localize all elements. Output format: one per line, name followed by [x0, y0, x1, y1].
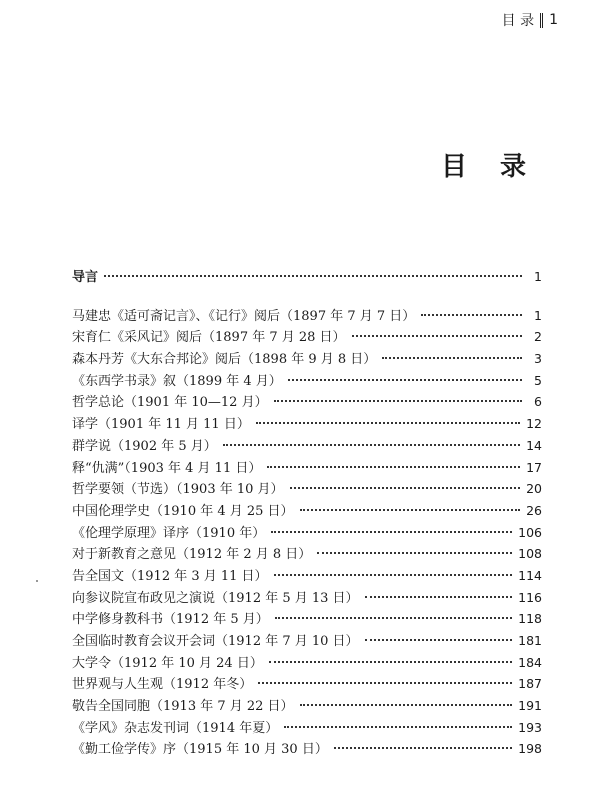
table-of-contents: [72, 266, 542, 760]
toc-entry[interactable]: [72, 478, 542, 500]
toc-entry-title: 对于新教育之意见（1912 年 2 月 8 日）: [72, 547, 312, 563]
toc-entry-title: 《伦理学原理》译序（1910 年）: [72, 525, 266, 541]
toc-entry-title: 译学（1901 年 11 月 11 日）: [72, 417, 250, 433]
toc-entry-title: 世界观与人生观（1912 年冬）: [72, 677, 253, 693]
toc-leader-dots: [258, 682, 512, 684]
toc-leader-dots: [274, 574, 513, 576]
toc-leader-dots: [275, 617, 512, 619]
toc-entry-page: 191: [518, 698, 542, 714]
toc-entry[interactable]: [72, 457, 542, 479]
toc-entry[interactable]: [72, 738, 542, 760]
toc-leader-dots: [267, 466, 520, 468]
toc-entry-page: 14: [526, 437, 542, 453]
toc-entry-page: 106: [518, 524, 542, 540]
toc-leader-dots: [271, 531, 512, 533]
toc-entry-page: 193: [518, 719, 542, 735]
toc-entry-list: [72, 305, 542, 760]
toc-entry-title: 告全国文（1912 年 3 月 11 日）: [72, 568, 268, 584]
toc-leader-dots: [317, 552, 512, 554]
toc-entry[interactable]: [72, 500, 542, 522]
page-title: 目 录: [440, 152, 538, 182]
toc-entry[interactable]: [72, 413, 542, 435]
running-head-section: 目 录: [501, 13, 535, 29]
toc-entry-title: 哲学要领（节选）（1903 年 10 月）: [72, 482, 284, 498]
toc-entry[interactable]: [72, 348, 542, 370]
toc-leader-dots: [334, 747, 512, 749]
toc-entry[interactable]: [72, 630, 542, 652]
toc-leader-dots: [421, 314, 522, 316]
toc-leader-dots: [288, 379, 522, 381]
toc-leader-dots: [269, 661, 512, 663]
toc-entry-page: 116: [518, 589, 542, 605]
toc-entry-title: 森本丹芳《大东合邦论》阅后（1898 年 9 月 8 日）: [72, 352, 377, 368]
toc-leader-dots: [352, 335, 522, 337]
toc-entry[interactable]: [72, 326, 542, 348]
toc-entry-title: 释“仇满”（1903 年 4 月 11 日）: [72, 460, 262, 476]
toc-entry[interactable]: [72, 608, 542, 630]
running-head-page-number: 1: [549, 12, 558, 28]
toc-entry-page: 26: [526, 502, 542, 518]
toc-entry-title: 全国临时教育会议开会词（1912 年 7 月 10 日）: [72, 634, 359, 649]
toc-entry-title: 中学修身教科书（1912 年 5 月）: [72, 612, 269, 628]
toc-entry-title: 《东西学书录》叙（1899 年 4 月）: [72, 373, 282, 389]
toc-entry[interactable]: [72, 673, 542, 695]
toc-entry-page: 198: [518, 741, 542, 757]
toc-entry-title: 马建忠《适可斋记言》、《记行》阅后（1897 年 7 月 7 日）: [72, 308, 416, 324]
toc-entry-page: 184: [518, 654, 542, 670]
toc-leader-dots: [382, 357, 522, 359]
toc-entry[interactable]: [72, 565, 542, 587]
toc-leader-dots: [300, 704, 513, 706]
toc-entry-title: 《勤工俭学传》序（1915 年 10 月 30 日）: [72, 742, 328, 758]
toc-leader-dots: [365, 596, 513, 598]
toc-entry-page: 2: [534, 329, 542, 345]
toc-entry-page: 12: [526, 416, 542, 432]
running-head: [502, 10, 558, 30]
toc-leader-dots: [290, 487, 521, 489]
toc-entry-page: 118: [518, 611, 542, 627]
toc-entry-title: 导言: [72, 270, 99, 285]
toc-entry[interactable]: [72, 391, 542, 413]
toc-entry-title: 群学说（1902 年 5 月）: [72, 438, 217, 454]
scan-speck: [36, 580, 38, 582]
toc-entry[interactable]: [72, 652, 542, 674]
toc-entry[interactable]: [72, 522, 542, 544]
running-head-divider: [540, 13, 543, 28]
toc-entry-title: 哲学总论（1901 年 10—12 月）: [72, 395, 268, 411]
toc-entry-title: 向参议院宣布政见之演说（1912 年 5 月 13 日）: [72, 590, 359, 606]
toc-entry-page: 17: [526, 459, 542, 475]
toc-entry[interactable]: [72, 695, 542, 717]
toc-leader-dots: [256, 422, 520, 424]
toc-entry-page: 6: [534, 394, 542, 410]
toc-entry-page: 187: [518, 676, 542, 692]
toc-entry-page: 108: [518, 546, 542, 562]
toc-entry[interactable]: [72, 717, 542, 739]
toc-entry-title: 敬告全国同胞（1913 年 7 月 22 日）: [72, 699, 294, 715]
toc-entry-page: 1: [534, 307, 542, 323]
toc-leader-dots: [365, 639, 513, 641]
toc-entry-title: 大学令（1912 年 10 月 24 日）: [72, 655, 263, 671]
toc-entry-title: 宋育仁《采风记》阅后（1897 年 7 月 28 日）: [72, 330, 346, 346]
toc-entry-title: 中国伦理学史（1910 年 4 月 25 日）: [72, 503, 294, 519]
toc-entry-page: 20: [526, 481, 542, 497]
toc-leader-dots: [274, 400, 522, 402]
toc-entry-intro[interactable]: [72, 266, 542, 288]
toc-entry-page: 1: [534, 269, 542, 284]
toc-entry-page: 5: [534, 372, 542, 388]
toc-entry-title: 《学风》杂志发刊词（1914 年夏）: [72, 720, 279, 736]
toc-leader-dots: [104, 275, 522, 277]
toc-leader-dots: [223, 444, 520, 446]
toc-leader-dots: [284, 726, 512, 728]
toc-entry[interactable]: [72, 587, 542, 609]
toc-entry[interactable]: [72, 435, 542, 457]
toc-entry-page: 114: [518, 567, 542, 583]
toc-entry-page: 181: [518, 633, 542, 648]
toc-entry[interactable]: [72, 305, 542, 327]
toc-leader-dots: [300, 509, 521, 511]
toc-entry-page: 3: [534, 351, 542, 367]
toc-entry[interactable]: [72, 543, 542, 565]
toc-entry[interactable]: [72, 370, 542, 392]
